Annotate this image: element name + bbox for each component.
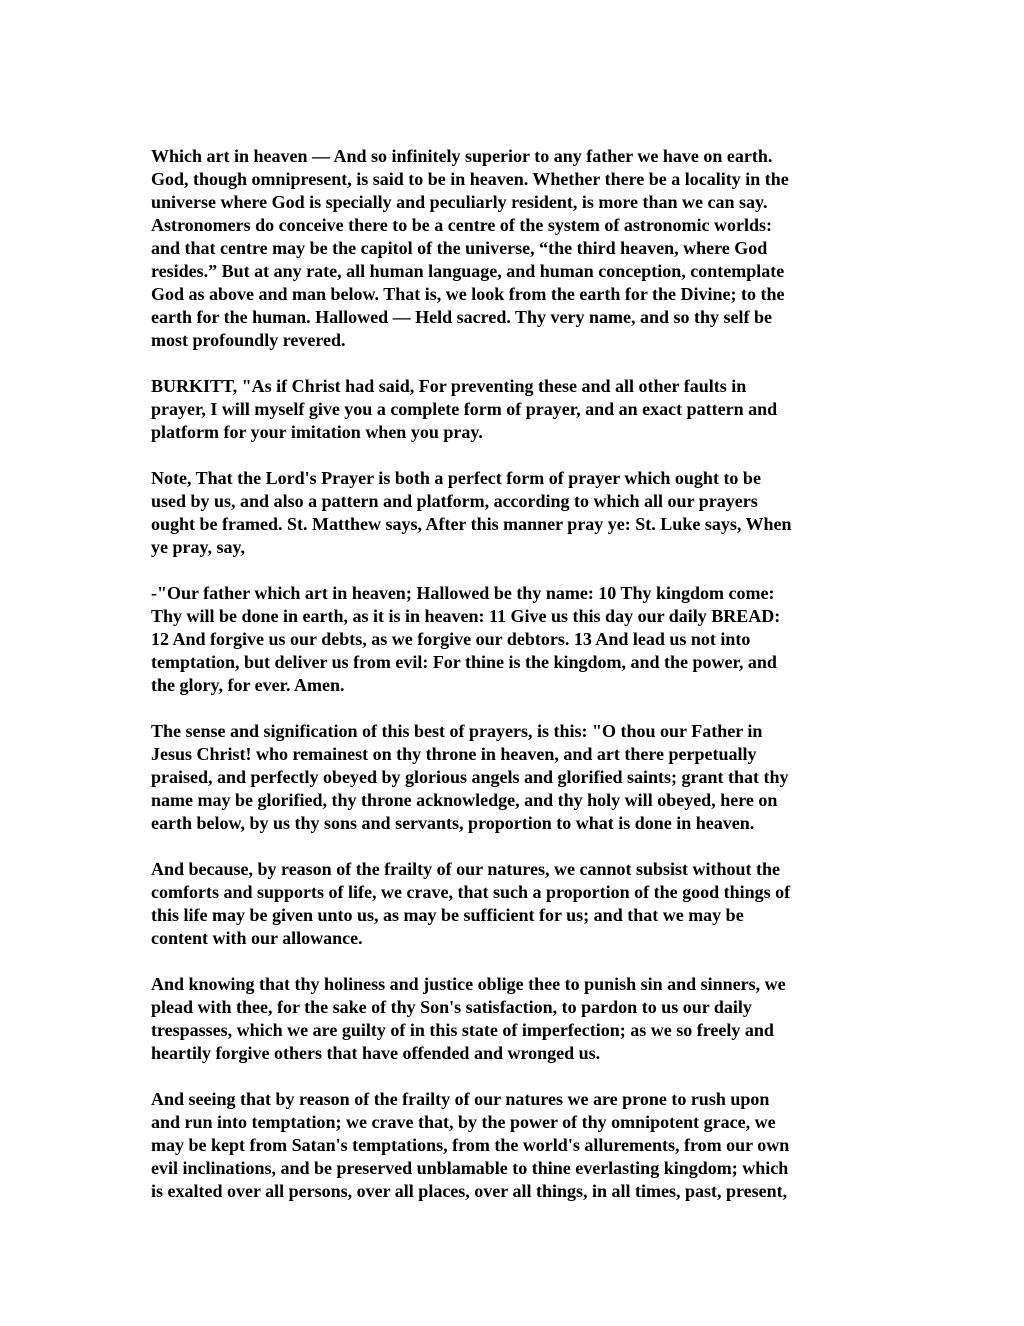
text-line: 12 And forgive us our debts, as we forgive our debtors. 13 And lead us not into: [151, 629, 751, 649]
text-line: Thy will be done in earth, as it is in heaven: 11 Give us this day our daily BREAD:: [151, 606, 781, 626]
text-line: universe where God is specially and peculiarly resident, is more than we can say.: [151, 192, 768, 212]
text-line: the glory, for ever. Amen.: [151, 675, 345, 695]
text-line: prayer, I will myself give you a complete form of prayer, and an exact pattern and: [151, 399, 778, 419]
paragraph-temptation: [151, 1088, 881, 1203]
paragraph-which-art-in-heaven: [151, 145, 881, 352]
text-line: -"Our father which art in heaven; Hallowed be thy name: 10 Thy kingdom come:: [151, 583, 775, 603]
text-line: Note, That the Lord's Prayer is both a perfect form of prayer which ought to be: [151, 468, 761, 488]
text-line: ought be framed. St. Matthew says, After this manner pray ye: St. Luke says, When: [151, 514, 792, 534]
text-line: ye pray, say,: [151, 537, 246, 557]
text-line: this life may be given unto us, as may be sufficient for us; and that we may be: [151, 905, 744, 925]
paragraph-burkitt: [151, 375, 881, 444]
text-line: Which art in heaven — And so infinitely superior to any father we have on earth.: [151, 146, 773, 166]
paragraph-holiness-and-justice: [151, 973, 881, 1065]
text-line: The sense and signification of this best of prayers, is this: "O thou our Father in: [151, 721, 763, 741]
text-line: trespasses, which we are guilty of in this state of imperfection; as we so freely and: [151, 1020, 774, 1040]
text-line: earth below, by us thy sons and servants, proportion to what is done in heaven.: [151, 813, 755, 833]
text-line: plead with thee, for the sake of thy Son's satisfaction, to pardon to us our daily: [151, 997, 752, 1017]
text-line: used by us, and also a pattern and platform, according to which all our prayers: [151, 491, 758, 511]
text-line: most profoundly revered.: [151, 330, 346, 350]
text-line: God, though omnipresent, is said to be in heaven. Whether there be a locality in the: [151, 169, 789, 189]
text-line: BURKITT, "As if Christ had said, For preventing these and all other faults in: [151, 376, 747, 396]
paragraph-sense-and-signification: [151, 720, 881, 835]
text-line: And because, by reason of the frailty of our natures, we cannot subsist without the: [151, 859, 781, 879]
text-line: is exalted over all persons, over all places, over all things, in all times, past, present,: [151, 1181, 788, 1201]
text-line: Jesus Christ! who remainest on thy throne in heaven, and art there perpetually: [151, 744, 757, 764]
text-line: heartily forgive others that have offended and wronged us.: [151, 1043, 601, 1063]
document-body: [151, 145, 881, 1226]
text-line: and run into temptation; we crave that, by the power of thy omnipotent grace, we: [151, 1112, 776, 1132]
text-line: comforts and supports of life, we crave, that such a proportion of the good things of: [151, 882, 791, 902]
paragraph-lords-prayer: [151, 582, 881, 697]
text-line: evil inclinations, and be preserved unblamable to thine everlasting kingdom; which: [151, 1158, 789, 1178]
text-line: praised, and perfectly obeyed by glorious angels and glorified saints; grant that thy: [151, 767, 789, 787]
text-line: Astronomers do conceive there to be a centre of the system of astronomic worlds:: [151, 215, 773, 235]
text-line: temptation, but deliver us from evil: For thine is the kingdom, and the power, and: [151, 652, 777, 672]
text-line: God as above and man below. That is, we look from the earth for the Divine; to the: [151, 284, 785, 304]
text-line: may be kept from Satan's temptations, from the world's allurements, from our own: [151, 1135, 790, 1155]
text-line: and that centre may be the capitol of the universe, “the third heaven, where God: [151, 238, 768, 258]
text-line: And seeing that by reason of the frailty of our natures we are prone to rush upon: [151, 1089, 770, 1109]
text-line: content with our allowance.: [151, 928, 363, 948]
paragraph-frailty-of-natures: [151, 858, 881, 950]
text-line: And knowing that thy holiness and justice oblige thee to punish sin and sinners, we: [151, 974, 786, 994]
paragraph-note: [151, 467, 881, 559]
text-line: name may be glorified, thy throne acknowledge, and thy holy will obeyed, here on: [151, 790, 778, 810]
text-line: platform for your imitation when you pray.: [151, 422, 483, 442]
text-line: earth for the human. Hallowed — Held sacred. Thy very name, and so thy self be: [151, 307, 773, 327]
text-line: resides.” But at any rate, all human language, and human conception, contemplate: [151, 261, 785, 281]
